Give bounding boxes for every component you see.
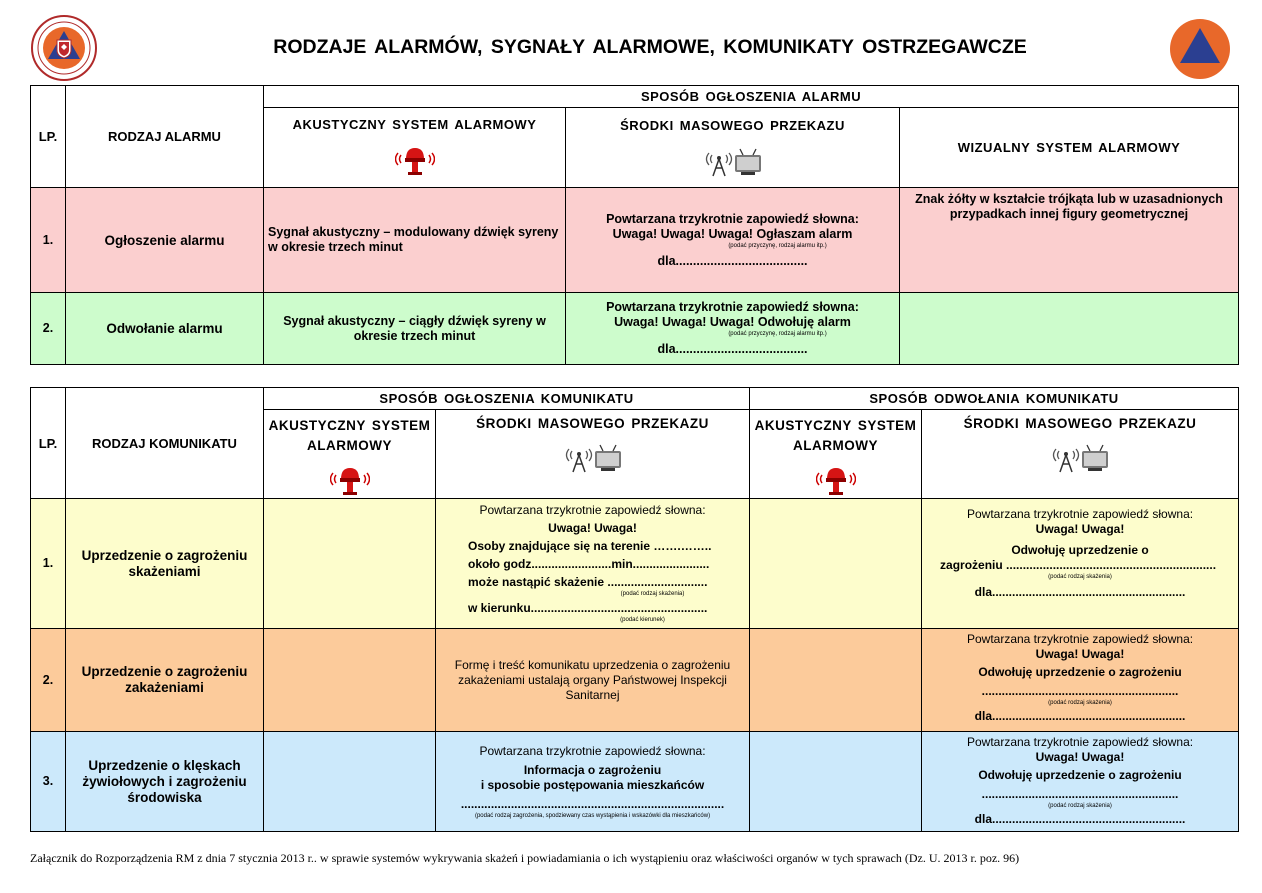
ann-line-2: i sposobie postępowania mieszkańców: [480, 777, 705, 792]
col-media-label: ŚRODKI MASOWEGO PRZEKAZU: [476, 416, 709, 431]
row-message-name: Uprzedzenie o zagrożeniu skażeniami: [66, 499, 264, 629]
siren-icon: [268, 142, 561, 178]
civil-defense-emblem-icon: [30, 14, 98, 82]
ann-note: (podać rodzaj zagrożenia, spodziewany czas wystąpienia i wskazówki dla mieszkańców): [474, 812, 711, 819]
row-can-acoustic: [750, 499, 922, 629]
can-dla: dla..........................................................: [974, 585, 1186, 599]
col-visual-header: WIZUALNY SYSTEM ALARMOWY: [900, 108, 1239, 188]
can-note: (podać rodzaj skażenia): [1048, 803, 1112, 809]
footnote: Załącznik do Rozporządzenia RM z dnia 7 stycznia 2013 r.. w sprawie systemów wykrywania skażeń i powiadamiania o ich wystąpieniu oraz właściwości organów w tych sprawach (Dz. U. 2013 r. poz. 96): [30, 851, 1020, 865]
col-media-label: ŚRODKI MASOWEGO PRZEKAZU: [963, 416, 1197, 431]
ann-line-1: Informacja o zagrożeniu: [523, 762, 662, 777]
can-dla: dla..........................................................: [974, 812, 1186, 826]
row-can-media: [922, 499, 1239, 629]
tv-antenna-icon: [440, 439, 745, 473]
ann-line-3: około godz........................min.......................: [468, 557, 710, 571]
media-intro: Powtarzana trzykrotnie zapowiedź słowna:: [606, 300, 859, 314]
col-message-type-header: RODZAJ KOMUNIKATU: [66, 388, 264, 499]
row-visual: Znak żółty w kształcie trójkąta lub w uzasadnionych przypadkach innej figury geometrycznej: [900, 188, 1239, 293]
col-acoustic-label: AKUSTYCZNY SYSTEM ALARMOWY: [268, 418, 431, 453]
ann-note-1: (podać rodzaj skażenia): [620, 591, 685, 597]
ann-line-1: Uwaga! Uwaga!: [548, 521, 637, 535]
siren-icon: [754, 462, 917, 498]
ann-note-2: (podać kierunek): [620, 617, 665, 623]
table-row: [31, 499, 1239, 629]
row-ann-acoustic: [264, 629, 436, 732]
can-line-1: Uwaga! Uwaga!: [1035, 647, 1125, 661]
ann-line-5: w kierunku.....................................................: [468, 601, 708, 615]
can-line-3: ...........................................................: [981, 684, 1179, 698]
can-intro: Powtarzana trzykrotnie zapowiedź słowna:: [966, 632, 1194, 646]
media-dla: dla......................................: [657, 253, 808, 268]
ann-intro: Powtarzana trzykrotnie zapowiedź słowna:: [479, 503, 706, 517]
can-intro: Powtarzana trzykrotnie zapowiedź słowna:: [966, 735, 1194, 749]
row-lp: 2.: [31, 629, 66, 732]
message-cancellation-header: SPOSÓB ODWOŁANIA KOMUNIKATU: [750, 388, 1239, 410]
can-line-2: Odwołuję uprzedzenie o: [1011, 543, 1149, 557]
row-ann-media: Formę i treść komunikatu uprzedzenia o zagrożeniu zakażeniami ustalają organy Państwowej Inspekcji Sanitarnej: [436, 629, 750, 732]
page-title: RODZAJE ALARMÓW, SYGNAŁY ALARMOWE, KOMUNIKATY OSTRZEGAWCZE: [273, 36, 1027, 58]
col-media-header: [436, 410, 750, 499]
col-media-header-2: [922, 410, 1239, 499]
table-row: [31, 188, 1239, 293]
media-message: Uwaga! Uwaga! Uwaga! Ogłaszam alarm: [612, 226, 853, 241]
media-message: Uwaga! Uwaga! Uwaga! Odwołuję alarm: [614, 315, 851, 329]
col-media-label: ŚRODKI MASOWEGO PRZEKAZU: [620, 118, 845, 133]
row-can-acoustic: [750, 732, 922, 832]
table-row: [31, 293, 1239, 365]
col-alarm-type-header: RODZAJ ALARMU: [66, 86, 264, 188]
can-note: (podać rodzaj skażenia): [1048, 574, 1112, 580]
row-lp: 1.: [31, 188, 66, 293]
row-ann-media: [436, 499, 750, 629]
alarm-types-table: [30, 85, 1239, 365]
media-note: (podać przyczynę, rodzaj alarmu itp.): [728, 242, 827, 249]
can-line-3: ...........................................................: [981, 787, 1179, 801]
row-lp: 3.: [31, 732, 66, 832]
row-lp: 2.: [31, 293, 66, 365]
row-message-name: Uprzedzenie o klęskach żywiołowych i zagrożeniu środowiska: [66, 732, 264, 832]
warning-messages-table: [30, 387, 1239, 832]
media-dla: dla......................................: [657, 342, 808, 356]
col-lp-header: LP.: [31, 86, 66, 188]
siren-icon: [268, 462, 431, 498]
can-line-2: Odwołuję uprzedzenie o zagrożeniu: [978, 665, 1182, 679]
table-row: [31, 629, 1239, 732]
can-line-2: Odwołuję uprzedzenie o zagrożeniu: [978, 768, 1182, 782]
row-media: [566, 293, 900, 365]
table-row: [31, 732, 1239, 832]
can-dla: dla..........................................................: [974, 709, 1186, 723]
can-intro: Powtarzana trzykrotnie zapowiedź słowna:: [966, 507, 1194, 521]
civil-defense-triangle-icon: [1168, 16, 1232, 82]
tv-antenna-icon: [926, 439, 1234, 473]
can-line-3: zagrożeniu ...............................................................: [940, 558, 1217, 572]
row-can-acoustic: [750, 629, 922, 732]
col-media-header: [566, 108, 900, 188]
can-line-1: Uwaga! Uwaga!: [1035, 750, 1125, 764]
col-acoustic-label: AKUSTYCZNY SYSTEM ALARMOWY: [292, 117, 537, 132]
row-lp: 1.: [31, 499, 66, 629]
row-can-media: [922, 732, 1239, 832]
col-acoustic-header: [264, 108, 566, 188]
ann-line-3: ...............................................................................: [460, 796, 725, 811]
row-ann-acoustic: [264, 732, 436, 832]
media-intro: Powtarzana trzykrotnie zapowiedź słowna:: [606, 211, 859, 226]
col-lp-header: LP.: [31, 388, 66, 499]
alarm-announcement-header: SPOSÓB OGŁOSZENIA ALARMU: [264, 86, 1239, 108]
media-note: (podać przyczynę, rodzaj alarmu itp.): [728, 331, 827, 337]
row-acoustic: Sygnał akustyczny – modulowany dźwięk syreny w okresie trzech minut: [264, 188, 566, 293]
ann-line-2: Osoby znajdujące się na terenie …….……..: [468, 539, 712, 553]
can-note: (podać rodzaj skażenia): [1048, 700, 1112, 706]
message-announcement-header: SPOSÓB OGŁOSZENIA KOMUNIKATU: [264, 388, 750, 410]
row-ann-acoustic: [264, 499, 436, 629]
row-alarm-name: Ogłoszenie alarmu: [66, 188, 264, 293]
row-visual: [900, 293, 1239, 365]
row-alarm-name: Odwołanie alarmu: [66, 293, 264, 365]
can-line-1: Uwaga! Uwaga!: [1035, 522, 1125, 536]
col-acoustic-header-2: [750, 410, 922, 499]
row-can-media: [922, 629, 1239, 732]
col-acoustic-label: AKUSTYCZNY SYSTEM ALARMOWY: [754, 418, 917, 453]
row-media: [566, 188, 900, 293]
row-ann-media: [436, 732, 750, 832]
tv-antenna-icon: [570, 143, 895, 177]
row-acoustic: Sygnał akustyczny – ciągły dźwięk syreny w okresie trzech minut: [264, 293, 566, 365]
ann-intro: Powtarzana trzykrotnie zapowiedź słowna:: [479, 743, 706, 758]
col-acoustic-header: [264, 410, 436, 499]
ann-line-4: może nastąpić skażenie ..............................: [468, 575, 708, 589]
row-message-name: Uprzedzenie o zagrożeniu zakażeniami: [66, 629, 264, 732]
